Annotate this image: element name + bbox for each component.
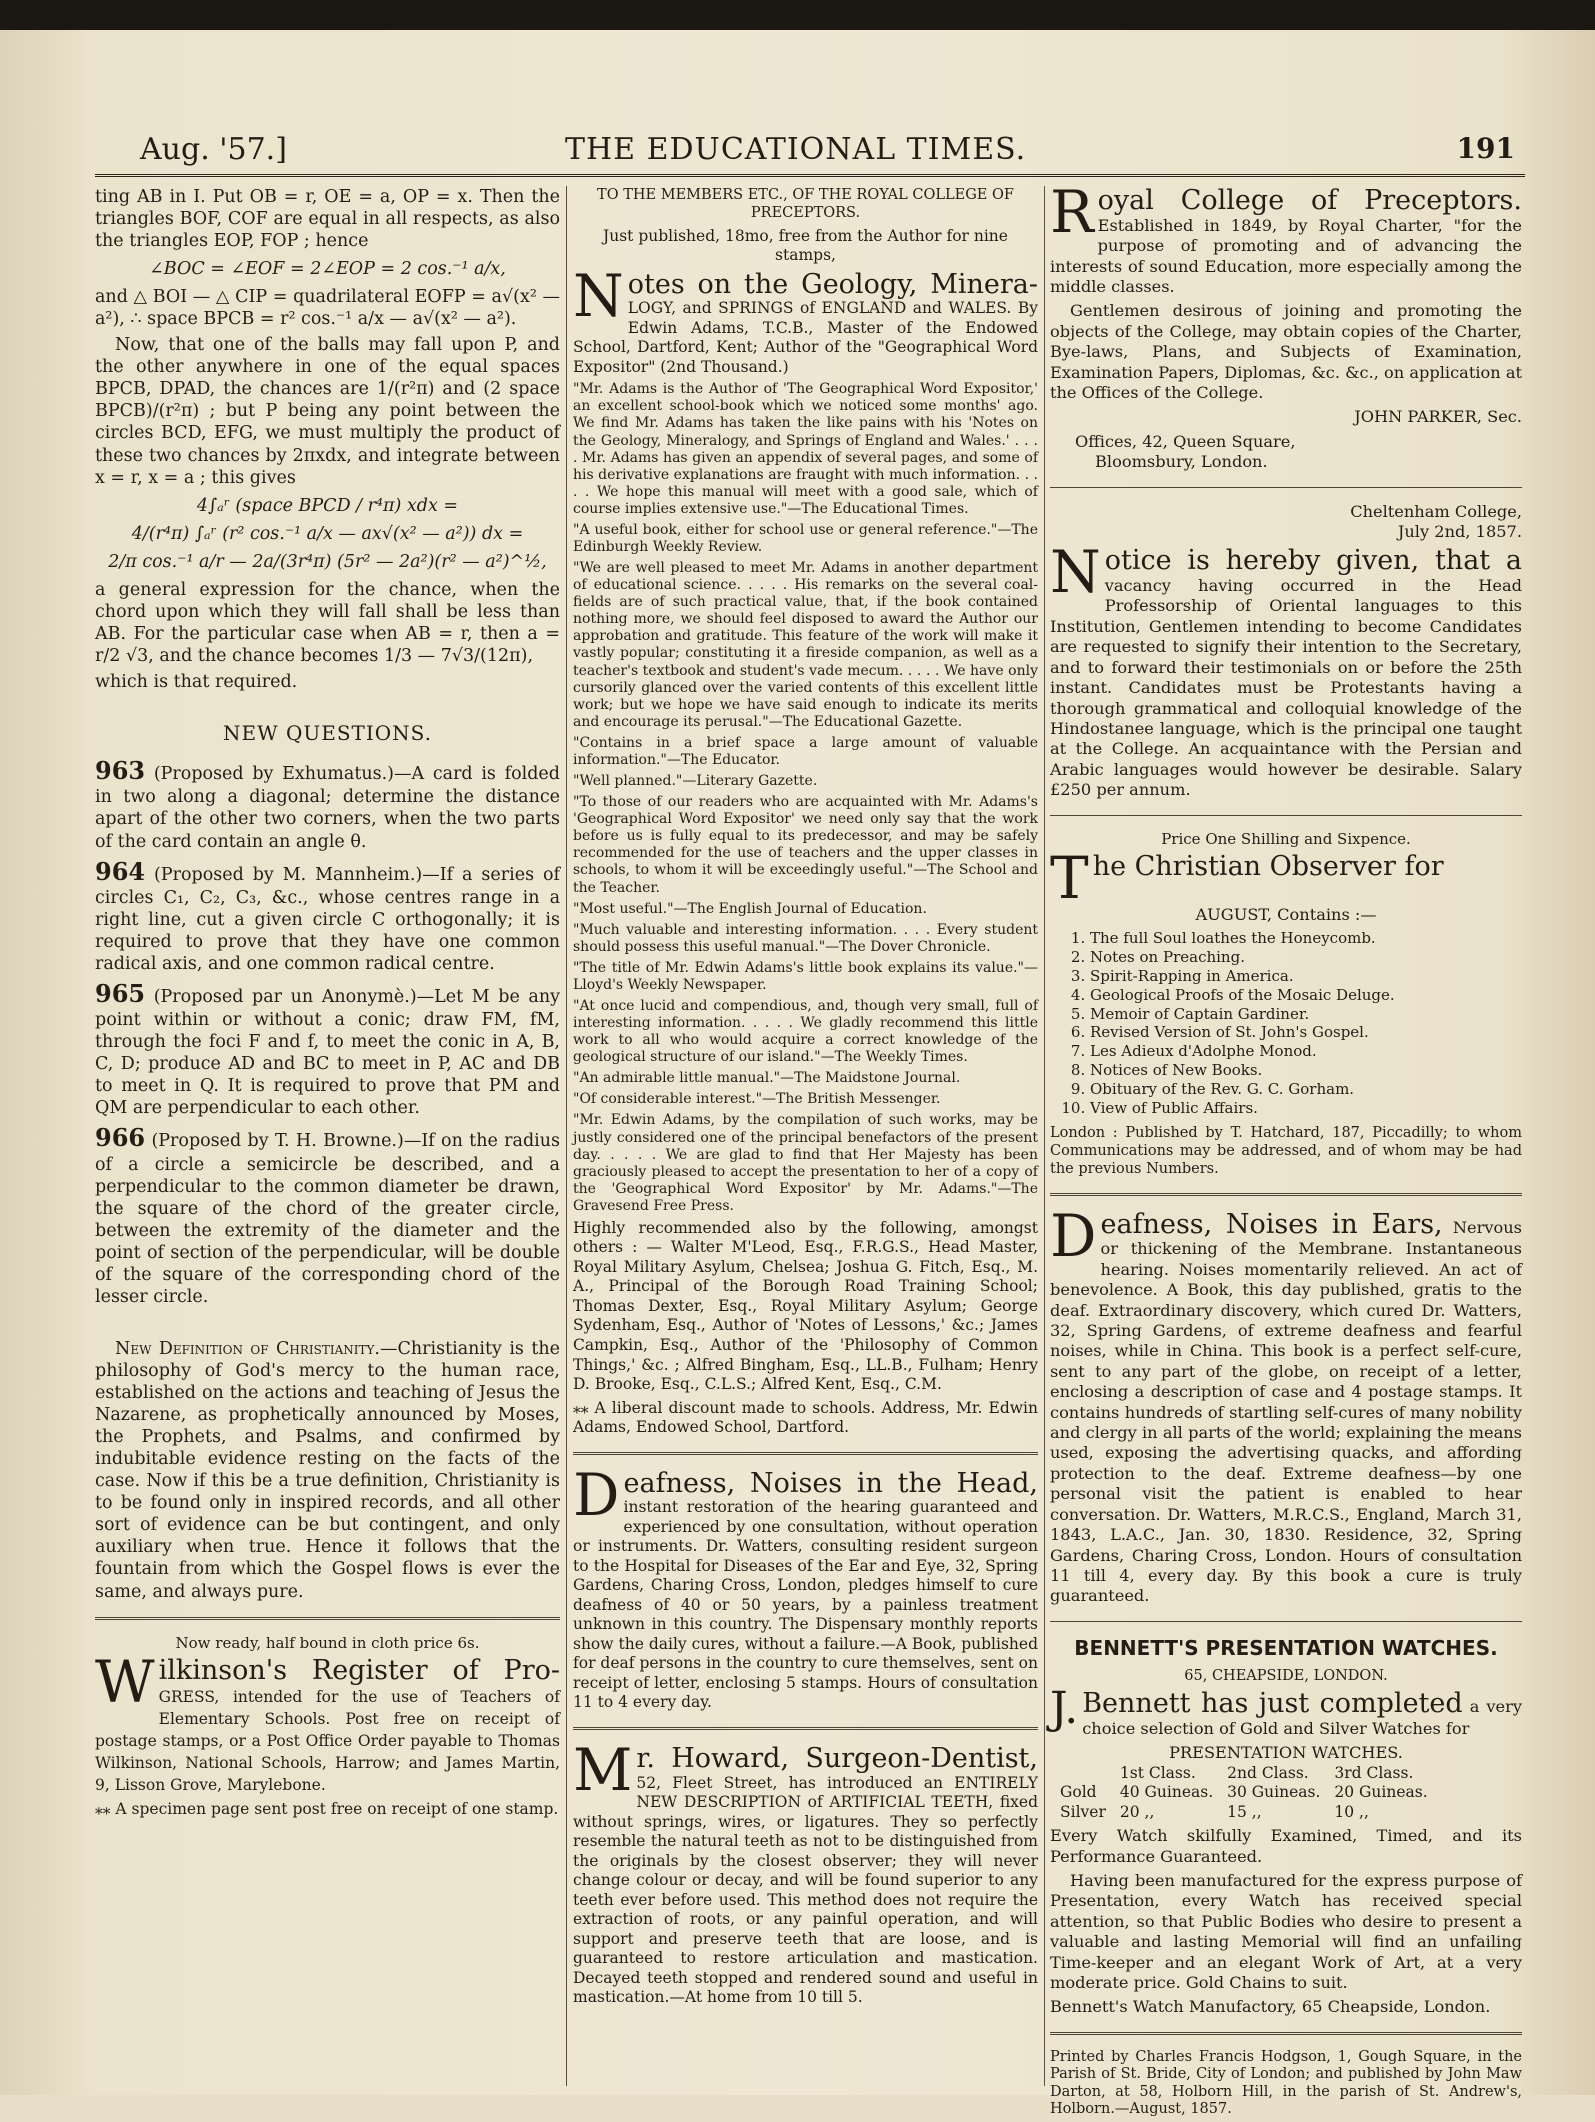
- ad-text: Having been manufactured for the express purpose of Presentation, every Watch has received special attention, so that Public Bodies who desire to present a valuable and lasting Memorial will find an unfailing Time-keeper and an elegant Work of Art, at a very moderate price. Gold Chains to suit.: [1050, 1871, 1522, 1993]
- divider: [573, 1727, 1038, 1730]
- review: "Well planned."—Literary Gazette.: [573, 773, 818, 790]
- list-item: 4. Geological Proofs of the Mosaic Deluge.: [1090, 986, 1522, 1005]
- list-item: 5. Memoir of Captain Gardiner.: [1090, 1005, 1522, 1024]
- table-cell: 30 Guineas.: [1227, 1783, 1321, 1802]
- drop-cap: J.: [1050, 1683, 1079, 1735]
- list-item: 6. Revised Version of St. John's Gospel.: [1090, 1023, 1522, 1042]
- table-cell: 10 ,,: [1334, 1802, 1369, 1821]
- solution-paragraph: ting AB in I. Put OB = r, OE = a, OP = x. Then the triangles BOF, COF are equal in all respects, as also the triangles EOP, FOP ; hence: [95, 187, 560, 252]
- bennett-ad: [1050, 1683, 1523, 1739]
- table-header-row: [1060, 1764, 1442, 1784]
- page-header: [95, 130, 1525, 177]
- review: "To those of our readers who are acquainted with Mr. Adams's 'Geographical Word Expositor' we need only say that the work before us is fully equal to its predecessor, and may be safely recommended for the use of teachers and the upper classes in schools, to whom it will be exceedingly useful."—The School and the Teacher.: [573, 794, 1038, 896]
- question-965: [95, 979, 560, 1119]
- question-text: (Proposed by M. Mannheim.)—If a series of circles C₁, C₂, C₃, &c., whose centres range in a right line, cut a given circle C orthogonally; it is required to prove that they have one common radical axis, and one common radical centre.: [95, 864, 560, 974]
- drop-cap: D: [573, 1460, 620, 1529]
- column-1: [95, 186, 560, 1824]
- review: "We are well pleased to meet Mr. Adams in another department of educational science. . . . . His remarks on the several coal-fields are of such practical value, that, if the book contained nothing more, we should feel disposed to award the Author our approbation and gratitude. This feature of the work will make it vastly popular; constituting it a fireside companion, as well as a teacher's textbook and student's vade mecum. . . . . We have only cursorily glanced over the varied contents of this excellent little work; but we hope we have said enough to indicate its merits and encourage its perusal."—The Educational Gazette.: [573, 560, 1038, 730]
- table-cell: 1st Class.: [1119, 1763, 1196, 1782]
- ad-text: GRESS, intended for the use of Teachers of Elementary Schools. Post free on receipt of postage stamps, or a Post Office Order payable to Thomas Wilkinson, National Schools, Harrow; and James Martin, 9, Lisson Grove, Marylebone.: [95, 1688, 560, 1795]
- question-963: [95, 756, 560, 852]
- ad-title: he Christian Observer for: [1092, 851, 1444, 883]
- ad-text: instant restoration of the hearing guaranteed and experienced by one consultation, without operation or instruments. Dr. Watters, consulting resident surgeon to the Hospital for Diseases of the Ear and Eye, 32, Spring Gardens, Charing Cross, London, pledges himself to cure deafness of 40 or 50 years, by a painless treatment unknown in this country. The Dispensary monthly reports show the daily cures, without a failure.—A Book, published for deaf persons in the country to cure themselves, sent on receipt of letter, enclosing 5 stamps. Hours of consultation 11 to 4 every day.: [573, 1498, 1038, 1712]
- question-text: (Proposed by Exhumatus.)—A card is folded in two along a diagonal; determine the distance apart of the other two corners, when the two parts of the card contain an angle θ.: [95, 764, 560, 852]
- observer-price: Price One Shilling and Sixpence.: [1161, 829, 1411, 848]
- table-row: [1060, 1783, 1442, 1803]
- ad-text: a very choice selection of Gold and Silver Watches for: [1082, 1697, 1523, 1738]
- list-item: 8. Notices of New Books.: [1090, 1061, 1522, 1080]
- table-row: [1060, 1803, 1442, 1823]
- question-number: 965: [95, 978, 146, 1008]
- review: "At once lucid and compendious, and, though very small, full of interesting information. . . . . We gladly recommend this little work to all who would acquire a correct knowledge of the geological structure of our island."—The Weekly Times.: [573, 997, 1038, 1066]
- question-number: 966: [95, 1123, 146, 1153]
- table-cell: [1060, 1764, 1120, 1784]
- ad-title: oyal College of Preceptors.: [1097, 185, 1522, 216]
- solution-paragraph: and △ BOI — △ CIP = quadrilateral EOFP = a√(x² — a²), ∴ space BPCB = r² cos.⁻¹ a/x — a√(x² — a²).: [95, 287, 560, 330]
- cheltenham-notice: [1050, 538, 1522, 800]
- scan-top-band: [0, 0, 1595, 30]
- table-cell: 20 Guineas.: [1334, 1783, 1428, 1802]
- notice-date: July 2nd, 1857.: [1397, 521, 1522, 541]
- question-964: [95, 857, 560, 975]
- solution-paragraph: a general expression for the chance, when the chord upon which they will fall shall be less than AB. For the particular case when AB = r, then a = r/2 √3, and the chance becomes 1/3 — 7√3/(12π),: [95, 579, 560, 666]
- recommended-by: Highly recommended also by the following, amongst others : — Walter M'Leod, Esq., F.R.G.S., Head Master, Royal Military Asylum, Chelsea; Joshua G. Fitch, Esq., M. A., Principal of the Borough Road Training School; Thomas Dexter, Esq., Royal Military Asylum; George Sydenham, Esq., Author of 'Notes of Lessons,' &c.; James Campkin, Esq., Author of the 'Philosophy of Common Things,' &c. ; Alfred Bingham, Esq., LL.B., Fulham; Henry D. Brooke, Esq., C.L.S.; Alfred Kent, Esq., C.M.: [573, 1218, 1038, 1394]
- table-cell: 15 ,,: [1227, 1802, 1262, 1821]
- table-cell: Silver: [1060, 1802, 1106, 1821]
- wilkinson-specimen: ⁎⁎ A specimen page sent post free on receipt of one stamp.: [95, 1800, 559, 1819]
- column-2: [573, 186, 1038, 2012]
- review: "Much valuable and interesting information. . . . Every student should possess this useful manual."—The Dover Chronicle.: [573, 921, 1038, 955]
- review: "The title of Mr. Edwin Adams's little book explains its value."—Lloyd's Weekly Newspaper.: [573, 959, 1038, 993]
- page-number: 191: [1456, 132, 1515, 165]
- howard-ad: [573, 1735, 1038, 2008]
- section-heading: NEW QUESTIONS.: [222, 720, 433, 745]
- divider: [1050, 2032, 1522, 2035]
- equation: 4/(r⁴π) ∫ₐʳ (r² cos.⁻¹ a/x — ax√(x² — a²)) dx =: [131, 523, 524, 544]
- solution-paragraph: Now, that one of the balls may fall upon P, and the other anywhere in one of the equal spaces BPCB, DPAD, the chances are 1/(r²π) and (2 space BPCB)/(r²π) ; but P being any point between the circles BCD, EFG, we must multiply the product of these two chances by 2πxdx, and integrate between x = r, x = a ; this gives: [95, 335, 560, 488]
- ad-text: LOGY, and SPRINGS of ENGLAND and WALES. By Edwin Adams, T.C.B., Master of the Endowed School, Dartford, Kent; Author of the "Geographical Word Expositor" (2nd Thousand.): [573, 299, 1038, 376]
- review: "Mr. Edwin Adams, by the compilation of such works, may be justly considered one of the principal benefactors of the present day. . . . . We are glad to find that Her Majesty has been graciously pleased to accept the presentation to her of a copy of the 'Geographical Word Expositor' by Mr. Adams."—The Gravesend Free Press.: [573, 1112, 1038, 1214]
- wilkinson-ad: [95, 1648, 560, 1796]
- equation: 2/π cos.⁻¹ a/r — 2a/(3r⁴π) (5r² — 2a²)(r² — a²)^½,: [108, 551, 547, 572]
- ad-text: Bennett's Watch Manufactory, 65 Cheapside, London.: [1050, 1997, 1491, 2017]
- list-item: 2. Notes on Preaching.: [1090, 948, 1522, 967]
- bennett-address: 65, CHEAPSIDE, LONDON.: [1184, 1667, 1388, 1684]
- drop-cap: R: [1050, 178, 1094, 246]
- deafness-head-ad: [573, 1460, 1038, 1713]
- review: "Mr. Adams is the Author of 'The Geographical Word Expositor,' an excellent school-book which we noticed some months' ago. We find Mr. Adams has taken the like pains with his 'Notes on the Geology, Mineralogy, and Springs of England and Wales.' . . . . Mr. Adams has given an appendix of several pages, and some of his derivative explanations are fraught with much information. . . . . We hope this manual will meet with a good sale, which of course implies extensive use."—The Educational Times.: [573, 381, 1038, 517]
- price-table: [1060, 1764, 1442, 1823]
- ad-title: otes on the Geology, Minera-: [627, 268, 1038, 300]
- table-cell: 2nd Class.: [1227, 1763, 1309, 1782]
- ad-text: Gentlemen desirous of joining and promoting the objects of the College, may obtain copies of the Charter, Bye-laws, Plans, and Subjects of Examination, Examination Papers, Diplomas, &c. &c., on application at the Offices of the College.: [1050, 301, 1522, 402]
- list-item: 7. Les Adieux d'Adolphe Monod.: [1090, 1042, 1522, 1061]
- review: "Contains in a brief space a large amount of valuable information."—The Educator.: [573, 734, 1038, 768]
- divider: [1050, 815, 1522, 816]
- christianity-article: [95, 1338, 560, 1603]
- article-heading: New Definition of Christianity.: [115, 1339, 380, 1359]
- header-date: Aug. '57.]: [140, 132, 287, 167]
- divider: [573, 1452, 1038, 1455]
- divider: [1050, 1193, 1522, 1196]
- question-text: (Proposed par un Anonymè.)—Let M be any point within or without a conic; draw FM, fM, through the foci F and f, to meet the conic in A, B, C, D; produce AD and BC to meet in P, AC and DB to meet in Q. It is required to prove that PM and QM are perpendicular to each other.: [95, 986, 560, 1119]
- list-item: 9. Obituary of the Rev. G. C. Gorham.: [1090, 1080, 1522, 1099]
- observer-publisher: London : Published by T. Hatchard, 187, Piccadilly; to whom Communications may be addressed, and of whom may be had the previous Numbers.: [1050, 1124, 1522, 1178]
- printer-imprint: Printed by Charles Francis Hodgson, 1, Gough Square, in the Parish of St. Bride, City of London; and published by John Maw Darton, at 58, Holborn Hill, in the parish of St. Andrew's, Holborn.—August, 1857.: [1050, 2048, 1522, 2118]
- table-cell: 20 ,,: [1119, 1802, 1155, 1821]
- notice-place: Cheltenham College,: [1350, 501, 1522, 521]
- drop-cap: T: [1050, 844, 1089, 913]
- notes-to-line: TO THE MEMBERS ETC., OF THE ROYAL COLLEGE OF PRECEPTORS.: [597, 187, 1014, 222]
- deafness-ears-ad: [1050, 1201, 1522, 1607]
- bennett-heading: BENNETT'S PRESENTATION WATCHES.: [1074, 1635, 1498, 1660]
- ad-title: ilkinson's Register of Pro-: [158, 1655, 560, 1687]
- table-cell: 3rd Class.: [1334, 1763, 1414, 1782]
- review: "A useful book, either for school use or general reference."—The Edinburgh Weekly Review.: [573, 521, 1038, 556]
- drop-cap: M: [573, 1735, 633, 1804]
- ad-text: vacancy having occurred in the Head Professorship of Oriental languages to this Institution, Gentlemen intending to become Candidates are requested to signify their intention to the Secretary, and to forward their testimonials on or before the 25th instant. Candidates must be Protestants having a thorough grammatical and colloquial knowledge of the Hindostanee language, which is the principal one taught at the College. An acquaintance with the Persian and Arabic languages would however be desirable. Salary £250 per annum.: [1050, 576, 1522, 800]
- question-number: 963: [95, 756, 146, 786]
- ad-text: Established in 1849, by Royal Charter, "for the purpose of promoting and of advancing the interests of sound Education, more especially among the middle classes.: [1050, 215, 1522, 296]
- ad-text: Every Watch skilfully Examined, Timed, and its Performance Guaranteed.: [1050, 1826, 1522, 1866]
- masthead-title: THE EDUCATIONAL TIMES.: [565, 132, 1027, 167]
- column-divider: [1044, 186, 1045, 2086]
- column-3: [1050, 178, 1523, 2122]
- office-address: Bloomsbury, London.: [1095, 452, 1268, 472]
- observer-subtitle: AUGUST, Contains :—: [1195, 904, 1377, 924]
- divider: [95, 1617, 560, 1620]
- list-item: 10. View of Public Affairs.: [1090, 1099, 1522, 1118]
- royal-college-ad: [1050, 178, 1522, 297]
- drop-cap: N: [573, 261, 624, 330]
- question-text: (Proposed by T. H. Browne.)—If on the radius of a circle a semicircle be described, and a perpendicular to the common diameter be drawn, the square of the chord of the greater circle, between the extremity of the diameter and the point of section of the perpendicular, will be double of the square of the corresponding chord of the lesser circle.: [95, 1131, 560, 1307]
- notes-published: Just published, 18mo, free from the Author for nine stamps,: [603, 226, 1008, 265]
- office-address: Offices, 42, Queen Square,: [1075, 431, 1296, 451]
- equation: ∠BOC = ∠EOF = 2∠EOP = 2 cos.⁻¹ a/x,: [149, 259, 506, 280]
- ad-text: Nervous or thickening of the Membrane. Instantaneous hearing. Noises momentarily relieved. An act of benevolence. A Book, this day published, gratis to the deaf. Extraordinary discovery, which cured Dr. Watters, 32, Spring Gardens, of extreme deafness and fearful noises, while in China. This book is a perfect self-cure, sent to any part of the globe, on receipt of a letter, enclosing a description of case and 4 postage stamps. It contains hundreds of startling self-cures of many nobility and clergy in all parts of the world; explaining the means used, exposing the advertising quacks, and affording protection to the deaf. Extreme deafness—by one personal visit the patient is enabled to hear conversation. Dr. Watters, M.R.C.S., England, March 31, 1843, L.A.C., Jan. 30, 1830. Residence, 32, Spring Gardens, Charing Cross, London. Hours of consultation 11 till 4, every day. By this book a cure is truly guaranteed.: [1050, 1217, 1522, 1606]
- drop-cap: N: [1050, 538, 1101, 607]
- drop-cap: W: [95, 1648, 155, 1717]
- review: "Of considerable interest."—The British Messenger.: [573, 1091, 941, 1108]
- table-cell: 40 Guineas.: [1119, 1783, 1214, 1802]
- review: "Most useful."—The English Journal of Education.: [573, 900, 927, 917]
- ad-title: Bennett has just completed: [1082, 1688, 1463, 1720]
- question-966: [95, 1123, 560, 1308]
- signature: JOHN PARKER, Sec.: [1354, 407, 1522, 427]
- list-item: 3. Spirit-Rapping in America.: [1090, 967, 1522, 986]
- ad-text: 52, Fleet Street, has introduced an ENTIRELY NEW DESCRIPTION of ARTIFICIAL TEETH, fixed without springs, wires, or ligatures. They so perfectly resemble the natural teeth as not to be distinguished from the originals by the closest observer; they will never change colour or decay, and will be found superior to any teeth ever before used. This method does not require the extraction of roots, or any painful operation, and will support and preserve teeth that are loose, and is guaranteed to restore articulation and mastication. Decayed teeth stopped and rendered sound and useful in mastication.—At home from 10 till 5.: [573, 1773, 1038, 2007]
- ad-title: eafness, Noises in Ears,: [1100, 1208, 1443, 1240]
- notes-ad: [573, 261, 1038, 378]
- bennett-subheading: PRESENTATION WATCHES.: [1169, 1743, 1403, 1763]
- equation: 4∫ₐʳ (space BPCD / r⁴π) xdx =: [196, 495, 459, 516]
- divider: [1050, 1621, 1522, 1622]
- column-divider: [566, 186, 567, 2086]
- solution-paragraph: which is that required.: [95, 671, 298, 692]
- discount-note: ⁎⁎ A liberal discount made to schools. Address, Mr. Edwin Adams, Endowed School, Dartford.: [573, 1398, 1038, 1437]
- wilkinson-notice: Now ready, half bound in cloth price 6s.: [175, 1633, 480, 1652]
- review: "An admirable little manual."—The Maidstone Journal.: [573, 1070, 961, 1087]
- observer-ad: [1050, 844, 1522, 913]
- list-item: 1. The full Soul loathes the Honeycomb.: [1090, 929, 1522, 948]
- observer-contents: [1090, 929, 1522, 1118]
- question-number: 964: [95, 856, 146, 886]
- ad-title: otice is hereby given, that a: [1104, 545, 1522, 577]
- article-text: —Christianity is the philosophy of God's mercy to the human race, established on the actions and teaching of Jesus the Nazarene, as prophetically announced by Moses, the Prophets, and Psalms, and confirmed by indubitable evidence resting on the facts of the case. Now if this be a true definition, Christianity is to be found only in inspired records, and all other sort of evidence can be but contingent, and only auxiliary when true. Hence it follows that the fountain from which the Gospel flows is ever the same, and always pure.: [95, 1339, 560, 1602]
- reviews-list: [573, 381, 1038, 1215]
- ad-title: r. Howard, Surgeon-Dentist,: [636, 1742, 1038, 1774]
- divider: [1050, 487, 1522, 488]
- table-cell: Gold: [1060, 1783, 1097, 1802]
- ad-title: eafness, Noises in the Head,: [623, 1467, 1038, 1499]
- drop-cap: D: [1050, 1201, 1097, 1270]
